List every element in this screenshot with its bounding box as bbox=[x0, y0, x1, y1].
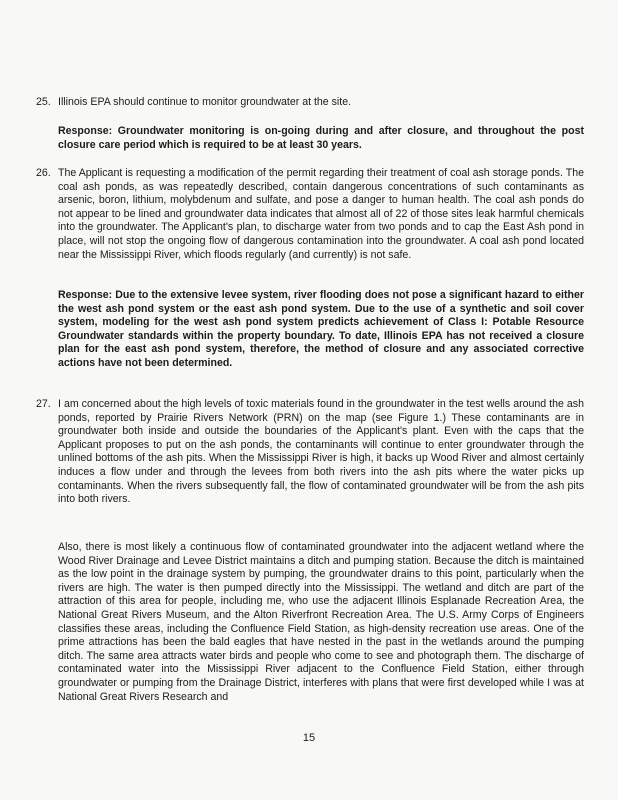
comment-number: 27. bbox=[36, 398, 51, 410]
comment-number: 25. bbox=[36, 96, 51, 108]
comment-text: The Applicant is requesting a modification of the permit regarding their treatment of coal ash storage ponds. The coal ash ponds, as was repeatedly described, contain dangerous concentrations of such contaminants as arsenic, boron, lithium, molybdenum and sulfate, and pose a danger to human health. The coal ash ponds do not appear to be lined and groundwater data indicates that almost all of 22 of those sites leak harmful chemicals into the groundwater. The Applicant's plan, to discharge water from two ponds and to cap the East Ash pond in place, will not stop the ongoing flow of dangerous contamination into the groundwater. A coal ash pond located near the Mississippi River, which floods regularly (and currently) is not safe. bbox=[58, 167, 584, 261]
page-number: 15 bbox=[302, 732, 316, 744]
comment-text: I am concerned about the high levels of toxic materials found in the groundwater in the test wells around the ash ponds, reported by Prairie Rivers Network (PRN) on the map (see Figure 1.) These contaminants are in groundwater both inside and outside the boundaries of the Applicant's plant. Even with the caps that the Applicant proposes to put on the ash ponds, the contaminants will continue to enter groundwater through the unlined bottoms of the ash pits. When the Mississippi River is high, it backs up Wood River and almost certainly induces a flow under and through the levees from both rivers into the ash pits where the water picks up contaminants. When the rivers subsequently fall, the flow of contaminated groundwater will be from the ash pits into both rivers. bbox=[58, 398, 584, 506]
comment-25 bbox=[36, 96, 584, 110]
comment-26 bbox=[36, 167, 584, 262]
response-25: Response: Groundwater monitoring is on-going during and after closure, and throughout the post closure care period which is required to be at least 30 years. bbox=[58, 125, 584, 151]
comment-number: 26. bbox=[36, 167, 51, 179]
response-26: Response: Due to the extensive levee system, river flooding does not pose a significant hazard to either the west ash pond system or the east ash pond system. Due to the use of a synthetic and soil cover system, modeling for the west ash pond system predicts achievement of Class I: Potable Resource Groundwater standards within the property boundary. To date, Illinois EPA has not received a closure plan for the east ash pond system, therefore, the method of closure and any associated corrective actions have not been determined. bbox=[58, 289, 584, 369]
comment-text: Illinois EPA should continue to monitor groundwater at the site. bbox=[58, 96, 352, 108]
comment-27-continuation: Also, there is most likely a continuous flow of contaminated groundwater into the adjacent wetland where the Wood River Drainage and Levee District maintains a ditch and pumping station. Because the ditch is maintained as the low point in the drainage system by pumping, the groundwater drains to this point, particularly when the rivers are high. The water is then pumped directly into the Mississippi. The wetland and ditch are part of the attraction of this area for people, including me, who use the adjacent Illinois Esplanade Recreation Area, the National Great Rivers Museum, and the Alton Riverfront Recreation Area. The U.S. Army Corps of Engineers classifies these areas, including the Confluence Field Station, as high-density recreation use areas. One of the prime attractions has been the bald eagles that have nested in the past in the wetlands around the pumping ditch. The same area attracts water birds and people who come to see and photograph them. The discharge of contaminated water into the Mississippi River adjacent to the Confluence Field Station, either through groundwater or pumping from the Drainage District, interferes with plans that were first developed while I was at National Great Rivers Research and bbox=[58, 541, 584, 703]
comment-27 bbox=[36, 398, 584, 507]
